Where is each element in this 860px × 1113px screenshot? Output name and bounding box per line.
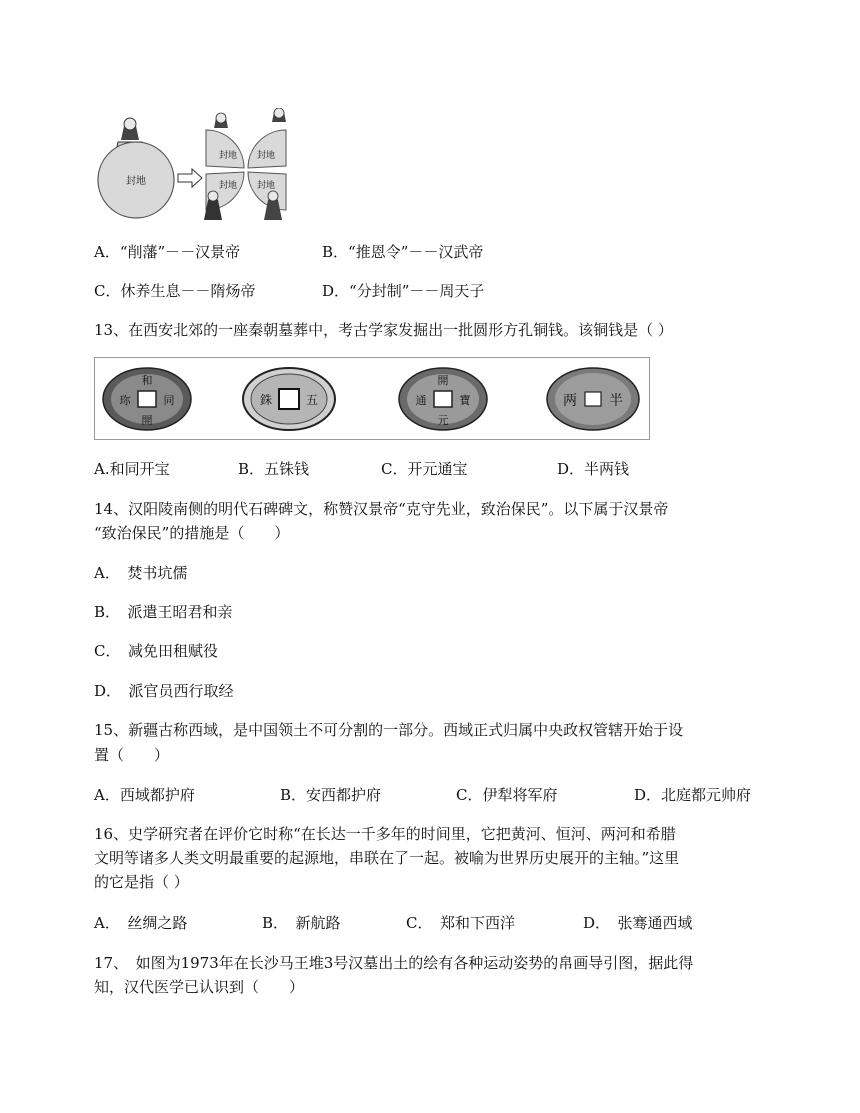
q12-option-c[interactable]: C．休养生息－－隋炀帝 xyxy=(94,282,256,300)
single-fief-figure xyxy=(98,118,174,218)
svg-text:两: 两 xyxy=(563,393,577,409)
fief-label: 封地 xyxy=(126,176,146,187)
svg-text:開: 開 xyxy=(437,374,449,387)
q16-option-c[interactable]: C． 郑和下西洋 xyxy=(406,914,515,932)
svg-text:半: 半 xyxy=(609,393,623,409)
q15-stem-line1: 15、新疆古称西域，是中国领土不可分割的一部分。西域正式归属中央政权管辖开始于设 xyxy=(94,721,684,739)
q16-stem-line2: 文明等诸多人类文明最重要的起源地，串联在了一起。被喻为世界历史展开的主轴。”这里 xyxy=(94,849,680,867)
svg-text:開: 開 xyxy=(141,414,153,427)
coin-wuzhu xyxy=(241,366,337,432)
q12-option-b[interactable]: B．“推恩令”－－汉武帝 xyxy=(322,243,484,261)
svg-text:銖: 銖 xyxy=(259,393,273,407)
q13-stem: 13、在西安北郊的一座秦朝墓葬中，考古学家发掘出一批圆形方孔铜钱。该铜钱是（ ） xyxy=(94,321,673,339)
svg-text:和: 和 xyxy=(141,374,153,387)
fief-division-illustration xyxy=(96,108,301,224)
q17-stem-line2: 知，汉代医学已认识到（ ） xyxy=(94,978,305,996)
q14-option-c[interactable]: C． 减免田租赋役 xyxy=(94,642,218,660)
q15-option-d[interactable]: D．北庭都元帅府 xyxy=(634,786,752,804)
arrow-icon xyxy=(178,169,202,187)
svg-text:通: 通 xyxy=(415,394,427,407)
q13-option-c[interactable]: C．开元通宝 xyxy=(381,460,468,478)
q14-option-b[interactable]: B． 派遣王昭君和亲 xyxy=(94,603,233,621)
svg-text:珎: 珎 xyxy=(119,394,131,407)
q17-stem-line1: 17、 如图为1973年在长沙马王堆3号汉墓出土的绘有各种运动姿势的帛画导引图，据此得 xyxy=(94,954,694,972)
q12-option-a[interactable]: A．“削藩”－－汉景帝 xyxy=(94,243,241,261)
q14-stem-line1: 14、汉阳陵南侧的明代石碑碑文，称赞汉景帝“克守先业，致治保民”。以下属于汉景帝 xyxy=(94,500,669,518)
coin-images-panel xyxy=(94,357,650,440)
q16-stem-line3: 的它是指（ ） xyxy=(94,873,189,891)
q16-option-a[interactable]: A． 丝绸之路 xyxy=(94,914,188,932)
svg-text:封地: 封地 xyxy=(218,181,238,191)
q15-option-c[interactable]: C．伊犁将军府 xyxy=(456,786,558,804)
q15-stem-line2: 置（ ） xyxy=(94,746,170,764)
svg-text:寶: 寶 xyxy=(459,394,471,407)
q13-option-d[interactable]: D．半两钱 xyxy=(557,460,630,478)
q16-option-d[interactable]: D． 张骞通西域 xyxy=(583,914,693,932)
svg-text:五: 五 xyxy=(305,393,319,407)
svg-text:封地: 封地 xyxy=(218,151,238,161)
q14-option-a[interactable]: A． 焚书坑儒 xyxy=(94,564,188,582)
coin-banliang xyxy=(545,366,641,432)
svg-text:元: 元 xyxy=(437,414,449,427)
coin-hetong-kaibao xyxy=(101,366,193,432)
divided-fief-figure xyxy=(204,108,286,220)
svg-text:封地: 封地 xyxy=(256,151,276,161)
coin-kaiyuan-tongbao xyxy=(397,366,489,432)
q15-option-a[interactable]: A．西域都护府 xyxy=(94,786,195,804)
q13-option-a[interactable]: A.和同开宝 xyxy=(94,460,170,478)
q12-option-d[interactable]: D．“分封制”－－周天子 xyxy=(322,282,485,300)
q16-option-b[interactable]: B． 新航路 xyxy=(262,914,341,932)
q14-option-d[interactable]: D． 派官员西行取经 xyxy=(94,682,234,700)
q13-option-b[interactable]: B．五铢钱 xyxy=(238,460,310,478)
svg-text:同: 同 xyxy=(163,394,175,407)
q14-stem-line2: “致治保民”的措施是（ ） xyxy=(94,524,290,542)
q16-stem-line1: 16、史学研究者在评价它时称“在长达一千多年的时间里，它把黄河、恒河、两河和希腊 xyxy=(94,825,676,843)
q15-option-b[interactable]: B．安西都护府 xyxy=(280,786,382,804)
svg-text:封地: 封地 xyxy=(256,181,276,191)
